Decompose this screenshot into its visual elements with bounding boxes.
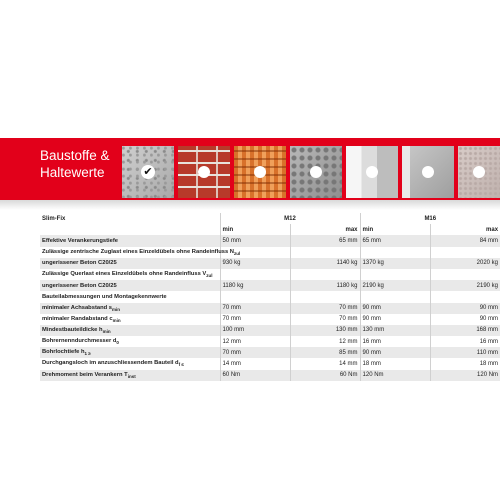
banner-title [40,147,110,181]
row-label-subscript: 0 [116,340,119,346]
table-row [40,314,500,325]
row-label-text: Bohrlochtiefe h [42,349,85,356]
size-m16: M16 [360,213,500,224]
row-label [40,325,220,336]
row-label-subscript: zul [206,273,213,279]
value-cell: 2020 kg [430,258,500,269]
row-label [40,258,220,269]
dot-icon [422,166,434,178]
row-label-subscript: min [112,317,121,323]
value-cell: 168 mm [430,325,500,336]
value-cell: 12 mm [290,336,360,347]
value-cell: 130 mm [360,325,430,336]
dot-icon [254,166,266,178]
hollow-block-tile [290,146,342,198]
perforated-brick-tile [234,146,286,198]
row-label [40,280,220,291]
value-cell [290,247,360,258]
value-cell: 14 mm [220,358,290,369]
table-row [40,347,500,358]
value-cell: 12 mm [220,336,290,347]
dot-icon [198,166,210,178]
row-label-text: Bohrernenndurchmesser d [42,338,117,345]
banner-title-line1: Baustoffe & [40,148,110,163]
value-cell: 2190 kg [360,280,430,291]
gypsum-board-tile [346,146,398,198]
min-label: min [220,224,290,235]
row-label [40,291,220,302]
table-row [40,303,500,314]
row-label [40,303,220,314]
value-cell: 120 Nm [430,370,500,381]
value-cell: 90 mm [360,314,430,325]
value-cell [430,247,500,258]
max-label: max [430,224,500,235]
table-row [40,358,500,369]
value-cell: 70 mm [290,314,360,325]
value-cell [430,269,500,280]
table-row [40,325,500,336]
value-cell: 90 mm [360,347,430,358]
row-label-subscript: f ≤ [178,362,184,368]
value-cell: 85 mm [290,347,360,358]
table-row [40,280,500,291]
row-label-subscript: zul [234,250,241,256]
row-label-text: Zulässige zentrische Zuglast eines Einzeldübels ohne Randeinfluss N [42,248,234,255]
value-cell: 16 mm [360,336,430,347]
value-cell: 65 mm [360,235,430,246]
value-cell [360,269,430,280]
size-header-row [40,213,500,224]
row-label [40,247,241,258]
value-cell: 1180 kg [290,280,360,291]
row-label-text: Zulässige Querlast eines Einzeldübels ohne Randeinfluss V [42,270,207,277]
row-label [40,235,220,246]
value-cell: 1140 kg [290,258,360,269]
row-label-text: Durchgangsloch im anzuschliessendem Bauteil d [42,360,179,367]
checkmark-icon: ✔ [141,165,155,179]
value-cell: 18 mm [430,358,500,369]
value-cell: 1370 kg [360,258,430,269]
table-row [40,370,500,381]
row-label-text: Bauteilabmessungen und Montagekennwerte [42,293,167,300]
dot-icon [366,166,378,178]
product-name: Slim-Fix [42,215,66,222]
minmax-header-row [40,224,500,235]
value-cell: 70 mm [220,347,290,358]
size-m12: M12 [220,213,360,224]
value-cell: 90 mm [430,303,500,314]
value-cell [220,291,290,302]
row-label [40,358,220,369]
dot-icon [473,166,485,178]
value-cell [290,291,360,302]
material-tiles [122,146,500,198]
value-cell: 14 mm [290,358,360,369]
value-cell: 84 mm [430,235,500,246]
value-cell [220,269,290,280]
row-label [40,336,220,347]
value-cell: 120 Nm [360,370,430,381]
row-label-subscript: min [102,329,111,335]
row-label-text: Drehmoment beim Verankern T [42,371,128,378]
aerated-concrete-tile [458,146,500,198]
value-cell [360,291,430,302]
row-label-subscript: 1 ≥ [84,351,91,357]
value-cell: 70 mm [290,303,360,314]
table-row [40,269,500,280]
row-label [40,370,220,381]
value-cell: 130 mm [290,325,360,336]
value-cell [290,269,360,280]
value-cell: 110 mm [430,347,500,358]
brick-tile [178,146,230,198]
row-label-text: minimaler Randabstand c [42,315,113,322]
specs-table [40,213,500,381]
value-cell: 70 mm [220,314,290,325]
row-label [40,269,220,280]
value-cell: 90 mm [430,314,500,325]
row-label-subscript: inst [127,373,136,379]
value-cell: 90 mm [360,303,430,314]
board-tile [402,146,454,198]
value-cell [360,247,430,258]
value-cell: 60 Nm [220,370,290,381]
value-cell: 2190 kg [430,280,500,291]
value-cell: 16 mm [430,336,500,347]
table-row [40,291,500,302]
value-cell: 930 kg [220,258,290,269]
row-label-text: ungerissener Beton C20/25 [42,260,117,267]
value-cell [430,291,500,302]
min-label: min [360,224,430,235]
value-cell: 60 Nm [290,370,360,381]
table-row [40,247,500,258]
max-label: max [290,224,360,235]
row-label [40,314,220,325]
table-row [40,235,500,246]
value-cell: 65 mm [290,235,360,246]
row-label-text: ungerissener Beton C20/25 [42,282,117,289]
banner-title-line2: Haltewerte [40,165,105,180]
row-label [40,347,220,358]
row-label-subscript: min [112,306,121,312]
table-row [40,336,500,347]
dot-icon [310,166,322,178]
concrete-tile [122,146,174,198]
row-label-text: Mindestbauteildicke h [42,326,103,333]
value-cell: 50 mm [220,235,290,246]
row-label-text: Effektive Verankerungstiefe [42,237,119,244]
table-row [40,258,500,269]
banner-shadow [0,200,500,210]
value-cell: 70 mm [220,303,290,314]
row-label-text: minimaler Achsabstand s [42,304,113,311]
value-cell: 18 mm [360,358,430,369]
value-cell: 100 mm [220,325,290,336]
value-cell: 1180 kg [220,280,290,291]
